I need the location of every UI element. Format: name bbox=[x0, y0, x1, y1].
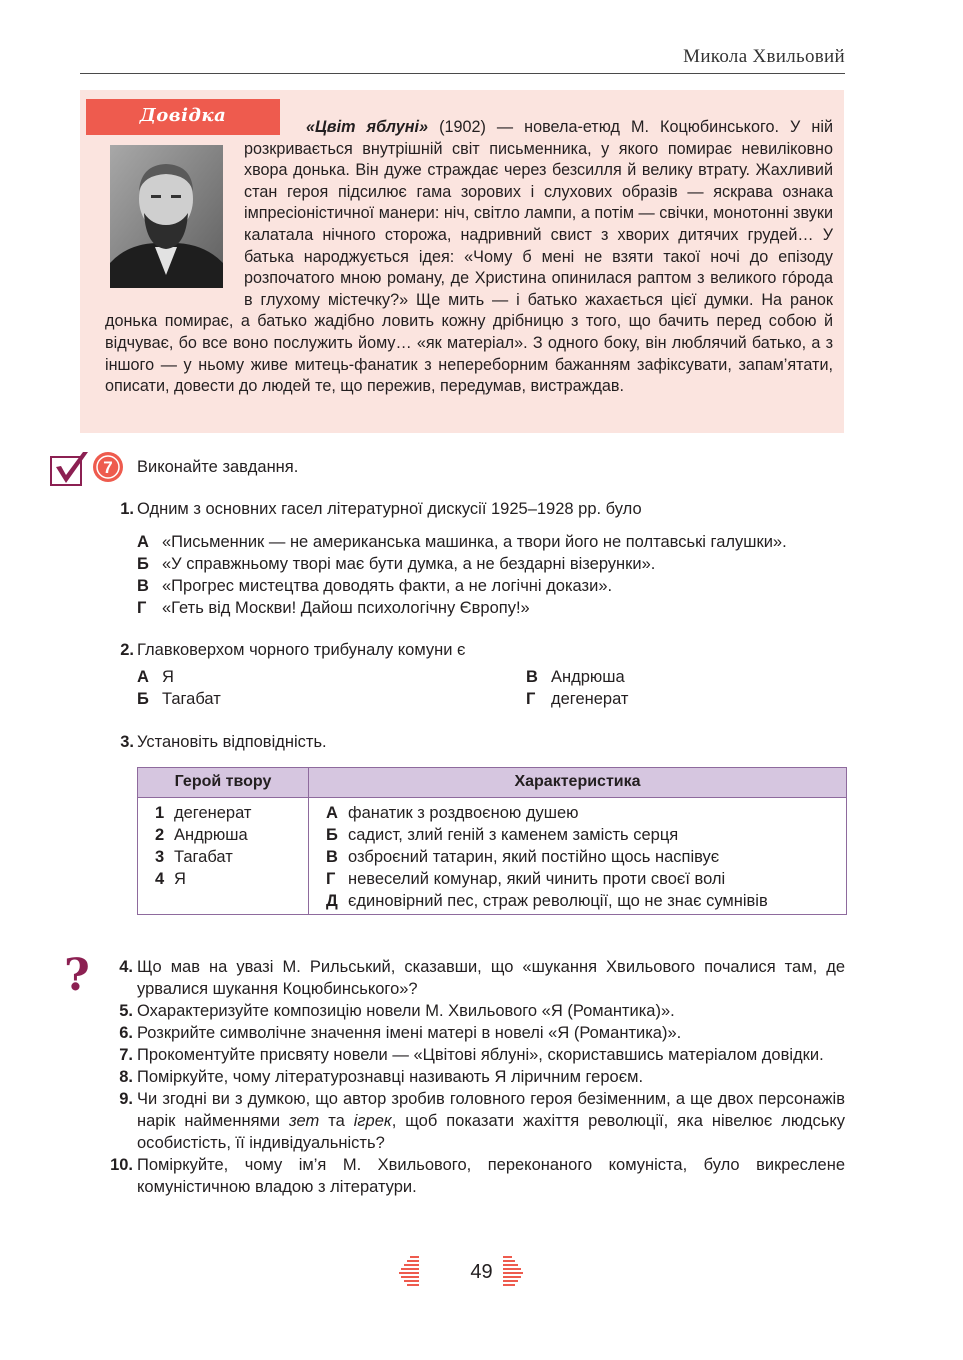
answer-option: А «Письменник — не американська машинка, а твори його не полтавські галушки». bbox=[137, 533, 787, 551]
question-number: 2. bbox=[120, 641, 134, 659]
column-header-traits: Характеристика bbox=[514, 773, 641, 790]
answer-option: В Андрюша bbox=[526, 668, 625, 686]
answer-option: А Я bbox=[137, 668, 174, 686]
header-divider bbox=[80, 73, 845, 74]
page-ornament-right-icon bbox=[502, 1255, 524, 1294]
question-mark-icon: ? bbox=[64, 950, 90, 1001]
table-row: 1 дегенерат bbox=[155, 804, 252, 822]
answer-option: Г «Геть від Москви! Дайош психологічну Європу!» bbox=[137, 599, 530, 617]
question-3 bbox=[120, 731, 327, 753]
page-number: 49 bbox=[470, 1261, 493, 1283]
matching-table bbox=[137, 767, 847, 915]
question-1 bbox=[120, 498, 642, 520]
list-item: 9. Чи згодні ви з думкою, що автор зробив головного героя безіменним, а ще двох персонажів нарік найменнями зет та ігрек, щоб показати жахіття революції, яка нівелює людську особистість, її індивідуальність? bbox=[119, 1090, 845, 1152]
task-heading: Виконайте завдання. bbox=[137, 458, 299, 476]
answer-option: Б Тагабат bbox=[137, 690, 221, 708]
table-row: 3 Тагабат bbox=[155, 848, 233, 866]
table-row: В озброєний татарин, який постійно щось наспівує bbox=[326, 848, 720, 866]
running-header-author: Микола Хвильовий bbox=[683, 46, 845, 67]
reference-box bbox=[80, 90, 844, 433]
reference-text bbox=[105, 117, 833, 398]
answer-option: Г дегенерат bbox=[526, 690, 629, 708]
table-row: 4 Я bbox=[155, 870, 186, 888]
list-item: 6. Розкрийте символічне значення імені матері в новелі «Я (Романтика)». bbox=[119, 1024, 682, 1042]
table-row: Б садист, злий геній з каменем замість серця bbox=[326, 826, 679, 844]
traits-column bbox=[326, 802, 768, 912]
table-row: Д єдиновірний пес, страж революції, що не знає сумнівів bbox=[326, 892, 768, 910]
column-header-heroes: Герой твору bbox=[174, 773, 272, 790]
table-row: Г невеселий комунар, який чинить проти своєї волі bbox=[326, 870, 726, 888]
reference-title: «Цвіт яблуні» bbox=[306, 118, 429, 136]
reference-label: Довідка bbox=[86, 99, 280, 135]
question-2 bbox=[120, 639, 466, 661]
task-checkmark-icon bbox=[50, 450, 130, 488]
answer-option: Б «У справжньому творі має бути думка, а не бездарні візерунки». bbox=[137, 555, 656, 573]
table-row: А фанатик з роздвоєною душею bbox=[326, 804, 579, 822]
table-row: 2 Андрюша bbox=[155, 826, 248, 844]
answer-option: В «Прогрес мистецтва доводять факти, а не логічні докази». bbox=[137, 577, 613, 595]
list-item: 7. Прокоментуйте присвяту новели — «Цвітові яблуні», скориставшись матеріалом довідки. bbox=[119, 1046, 824, 1064]
reference-body: (1902) — новела-етюд М. Коцюбинського. У ній розкривається внутрішній світ письменника, у якого помирає невиліковно хвора донька. Він дуже страждає через безсилля й велику втрату. Жахливий стан героя підсилює гама зорових і слухових образів — яскрава ознака імпресіоністичної манери: ніч, світло лампи, а потім — свічки, монотонні звуки калатала нічного сторожа, надривний свист з хворих дитячих грудей… У батька народжується ідея: «Чому б мені не взяти такої ночі до епізоду розпочатого мною роману, де Христина опинилася раптом з великого гóрода в глухому містечку?» Ще мить — і батько жахається цієї думки. На ранок донька помирає, а батько жадібно ловить кожну дрібницю з того, що бачить перед собою й відчуває, бо все воно послужить йому… «як матеріал». З одного боку, він люблячий батько, а з іншого — у ньому живе митець-фанатик з непереборним бажанням зафіксувати, запам’ятати, описати, довести до людей те, що пережив, передумав, вистраждав. bbox=[105, 118, 833, 396]
question-number: 3. bbox=[120, 733, 134, 751]
question-text: Одним з основних гасел літературної дискусії 1925–1928 рр. було bbox=[137, 500, 642, 518]
list-item: 8. Поміркуйте, чому літературознавці називають Я ліричним героєм. bbox=[119, 1068, 644, 1086]
list-item: 10. Поміркуйте, чому ім’я М. Хвильового, переконаного комуніста, було викреслене комуністичною владою з літератури. bbox=[110, 1156, 845, 1196]
discussion-questions bbox=[110, 956, 845, 1198]
question-text: Установіть відповідність. bbox=[137, 733, 327, 751]
list-item: 4. Що мав на увазі М. Рильський, сказавши, що «шукання Хвильового почалися там, де урвалися шукання Коцюбинського»? bbox=[119, 958, 845, 998]
list-item: 5. Охарактеризуйте композицію новели М. Хвильового «Я (Романтика)». bbox=[119, 1002, 675, 1020]
question-text: Главковерхом чорного трибуналу комуни є bbox=[137, 641, 466, 659]
task-number: 7 bbox=[103, 458, 113, 477]
heroes-column bbox=[155, 802, 251, 890]
question-number: 1. bbox=[120, 500, 134, 518]
